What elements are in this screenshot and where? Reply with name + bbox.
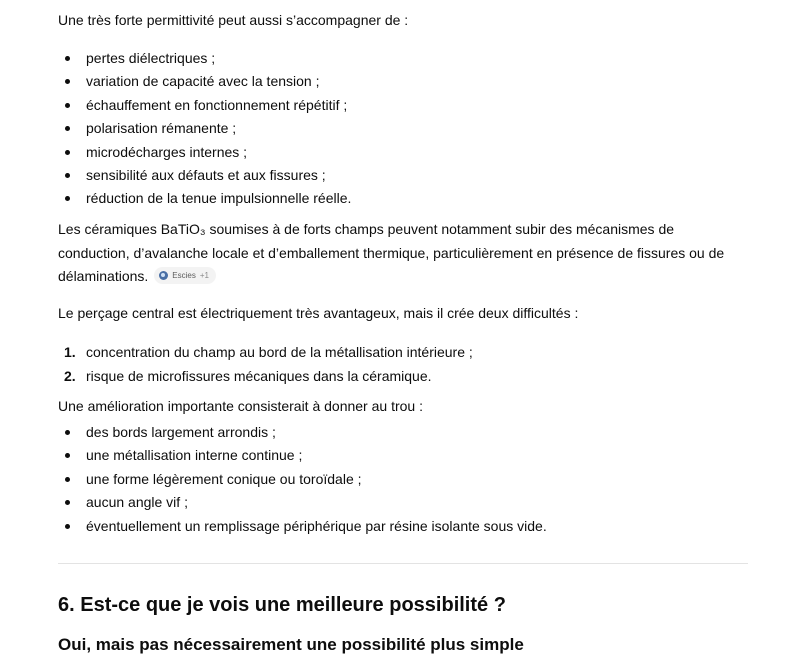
list-item: une forme légèrement conique ou toroïdale ; — [58, 468, 748, 491]
section-heading: 6. Est-ce que je vois une meilleure possibilité ? — [58, 594, 506, 616]
list-text: concentration du champ au bord de la métallisation intérieure ; — [86, 344, 473, 360]
list-item: réduction de la tenue impulsionnelle réelle. — [58, 187, 748, 210]
list-item: variation de capacité avec la tension ; — [58, 70, 748, 93]
section-divider — [58, 563, 748, 564]
list-item — [58, 340, 748, 364]
list-item: microdécharges internes ; — [58, 141, 748, 164]
list-item: éventuellement un remplissage périphérique par résine isolante sous vide. — [58, 515, 748, 538]
list-item: une métallisation interne continue ; — [58, 444, 748, 467]
section-subheading: Oui, mais pas nécessairement une possibilité plus simple — [58, 635, 524, 654]
intro-paragraph: Une très forte permittivité peut aussi s’accompagner de : — [58, 12, 409, 28]
list-text: risque de microfissures mécaniques dans la céramique. — [86, 368, 432, 384]
list-item — [58, 364, 748, 388]
list-item: pertes diélectriques ; — [58, 47, 748, 70]
improvement-list — [58, 421, 748, 538]
dielectric-issues-list — [58, 47, 748, 211]
batio3-text: Les céramiques BaTiO₃ soumises à de forts champs peuvent notamment subir des mécanismes de conduction, d’avalanche locale et d’emballement thermique, particulièrement en présence de fissures ou de délaminations. — [58, 221, 725, 284]
difficulties-list — [58, 340, 748, 388]
citation-label: Escies — [172, 271, 196, 280]
list-item: polarisation rémanente ; — [58, 117, 748, 140]
list-item: échauffement en fonctionnement répétitif ; — [58, 94, 748, 117]
list-item: des bords largement arrondis ; — [58, 421, 748, 444]
source-icon — [159, 271, 168, 280]
citation-chip[interactable] — [154, 267, 216, 284]
list-item: sensibilité aux défauts et aux fissures ; — [58, 164, 748, 187]
improvement-paragraph: Une amélioration importante consisterait à donner au trou : — [58, 398, 423, 414]
list-item: aucun angle vif ; — [58, 491, 748, 514]
batio3-paragraph — [58, 218, 748, 289]
list-number: 2. — [64, 368, 76, 384]
citation-count: +1 — [199, 271, 209, 280]
list-number: 1. — [64, 344, 76, 360]
drilling-paragraph: Le perçage central est électriquement très avantageux, mais il crée deux difficultés : — [58, 305, 579, 321]
